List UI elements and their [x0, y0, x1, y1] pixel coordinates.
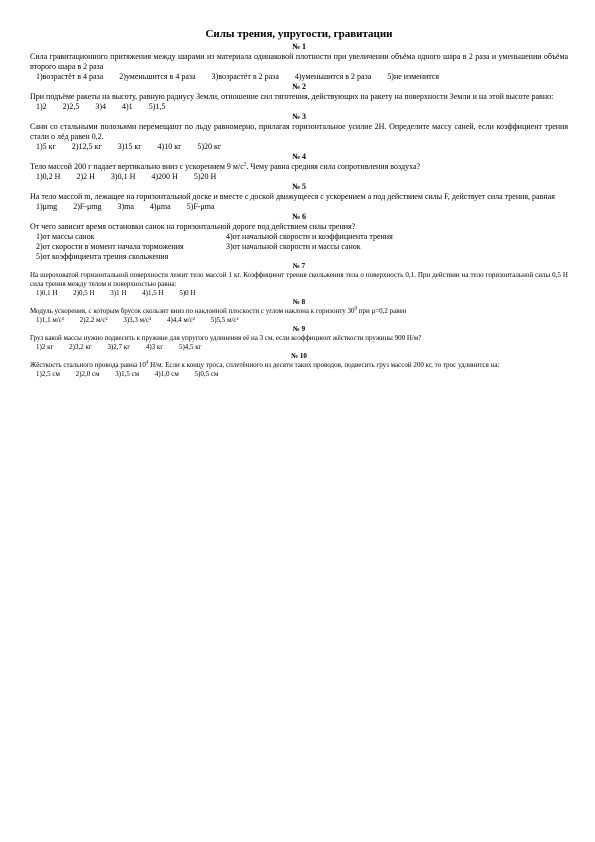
answer-option: 1)0,1 Н [36, 289, 58, 297]
question-text-part: Тело массой 200 г падает вертикально вниз с ускорением 9 м/с [30, 162, 244, 171]
answer-option: 2)F-μmg [73, 202, 102, 211]
answer-option: 3)15 кг [117, 142, 142, 151]
question-text: При подъёме ракеты на высоту, равную радиусу Земли, отношение сил тяготения, действующих на ракету на поверхности Земли и на этой высоте равно: [30, 92, 554, 101]
question-4 [30, 152, 568, 182]
answer-option: 2)от скорости в момент начала торможения [36, 242, 184, 251]
answer-option: 5)0 Н [179, 289, 196, 297]
question-number: № 2 [291, 82, 307, 91]
answer-option: 3)возрастёт в 2 раза [211, 72, 279, 81]
question-number: № 7 [292, 262, 306, 270]
question-7 [30, 262, 568, 298]
answer-option: 5)20 Н [193, 172, 217, 181]
superscript: 4 [145, 360, 149, 366]
answer-options [30, 202, 568, 212]
answer-option: 3)4 [95, 102, 107, 111]
answer-options [30, 370, 568, 379]
answer-option: 2)3,2 кг [69, 343, 92, 351]
question-text [30, 162, 568, 172]
answer-option: 2)0,5 Н [73, 289, 95, 297]
answer-option: 2)12,5 кг [71, 142, 102, 151]
question-text [30, 307, 568, 316]
question-number: № 6 [291, 212, 307, 221]
answer-option: 4)10 кг [157, 142, 182, 151]
answer-option: 4)1 [122, 102, 133, 111]
answer-option: 1)2 кг [36, 343, 54, 351]
answer-options [30, 142, 568, 152]
answer-option: 3)2,7 кг [107, 343, 131, 351]
answer-option: 3)3,3 м/с² [123, 316, 152, 324]
question-number: № 10 [291, 352, 307, 360]
answer-option: 2)уменьшится в 4 раза [119, 72, 196, 81]
worksheet [30, 28, 568, 379]
answer-options [30, 72, 568, 82]
answer-option: 3)от начальной скорости и массы санок [226, 242, 361, 251]
answer-option: 2)2 Н [76, 172, 95, 181]
answer-option: 1)2,5 см [36, 370, 60, 378]
superscript: 2 [243, 162, 247, 168]
answer-options [30, 343, 568, 352]
question-number: № 9 [292, 325, 306, 333]
answer-option: 2)2,0 см [75, 370, 100, 378]
question-number: № 3 [291, 112, 307, 121]
answer-option: 4)от начальной скорости и коэффициента трения [226, 232, 393, 241]
question-text: Сила гравитационного притяжения между шарами из материала одинаковой плотности при увеличении объёма одного шара в 2 раза и уменьшении объёма второго шара в 2 раза [30, 52, 568, 71]
answer-option: 1)от массы санок [36, 232, 95, 241]
question-number: № 1 [291, 42, 307, 51]
answer-option: 5)от коэффициента трения скольжения [36, 252, 169, 261]
page-title: Силы трения, упругости, гравитации [205, 28, 393, 40]
answer-option: 5)F-μma [186, 202, 215, 211]
answer-option: 2)2,5 [62, 102, 80, 111]
answer-option: 4)200 Н [151, 172, 178, 181]
question-text: Сани со стальными полозьями перемещают по льду равномерно, прилагая горизонтальное усилие 2Н. Определите массу саней, если коэффициент трения стали о лёд равен 0,2. [30, 122, 568, 141]
answer-option: 3)ma [117, 202, 134, 211]
answer-options [30, 232, 568, 262]
answer-options [30, 172, 568, 182]
question-2 [30, 82, 568, 112]
question-text: На шероховатой горизонтальной поверхности лежит тело массой 1 кг. Коэффициент трения скольжения тела о поверхность 0,1. При действии на тело горизонтальной силы 0,5 Н сила трения между телом и поверхностью равна: [30, 271, 568, 288]
answer-option: 4)3 кг [145, 343, 164, 351]
answer-option: 1)5 кг [36, 142, 56, 151]
question-text: От чего зависит время остановки санок на горизонтальной дороге под действием силы трения? [30, 222, 356, 231]
answer-option: 5)5,5 м/с² [210, 316, 239, 324]
answer-option: 3)0,1 Н [110, 172, 136, 181]
question-3 [30, 112, 568, 152]
question-number: № 4 [291, 152, 307, 161]
answer-options [30, 316, 568, 325]
question-text: На тело массой m, лежащее на горизонтальной доске и вместе с доской движущееся с ускорением a под действием силы F, действует сила трения, равная [30, 192, 555, 201]
answer-option: 4)уменьшится в 2 раза [294, 72, 372, 81]
answer-option: 1)0,2 Н [36, 172, 61, 181]
question-6 [30, 212, 568, 262]
question-text-part: при μ=0,2 равен [356, 307, 407, 315]
question-number: № 5 [291, 182, 307, 191]
answer-option: 5)1,5 [148, 102, 166, 111]
question-text-part: Модуль ускорения, с которым брусок скользит вниз по наклонной плоскости с углом наклона к горизонту 30 [30, 307, 355, 315]
question-5 [30, 182, 568, 212]
question-number: № 8 [292, 298, 306, 306]
superscript: 0 [354, 306, 357, 312]
question-text [30, 361, 568, 370]
question-8 [30, 298, 568, 325]
answer-option: 5)4,5 кг [178, 343, 202, 351]
question-text-part: . Чему равна средняя сила сопротивления воздуха? [246, 162, 421, 171]
answer-option: 5)0,5 см [194, 370, 219, 378]
small-print-section [30, 262, 568, 379]
answer-option: 1)возрастёт в 4 раза [36, 72, 104, 81]
answer-option: 1)1,1 м/с² [36, 316, 64, 324]
question-text: Груз какой массы нужно подвесить к пружине для упругого удлинения её на 3 см, если коэффициент жёсткости пружины 900 Н/м? [30, 334, 422, 342]
answer-option: 1)μmg [36, 202, 58, 211]
question-10 [30, 352, 568, 379]
answer-options [30, 289, 568, 298]
answer-option: 5)20 кг [197, 142, 222, 151]
answer-option: 4)μma [149, 202, 171, 211]
question-text-part: Н/м. Если к концу троса, сплетённого из десяти таких проводов, подвесить груз массой 200 кг, то трос удлинится на: [148, 361, 500, 369]
answer-option: 2)2,2 м/с² [79, 316, 108, 324]
question-1 [30, 42, 568, 82]
answer-option: 5)не изменится [387, 72, 440, 81]
answer-options [30, 102, 568, 112]
answer-option: 1)2 [36, 102, 47, 111]
question-9 [30, 325, 568, 352]
answer-option: 3)1 Н [110, 289, 127, 297]
answer-option: 4)1,5 Н [142, 289, 164, 297]
answer-option: 4)4,4 м/с² [167, 316, 195, 324]
answer-option: 4)1,0 см [154, 370, 179, 378]
answer-option: 3)1,5 см [115, 370, 140, 378]
question-text-part: Жёсткость стального провода равна 10 [30, 361, 146, 369]
